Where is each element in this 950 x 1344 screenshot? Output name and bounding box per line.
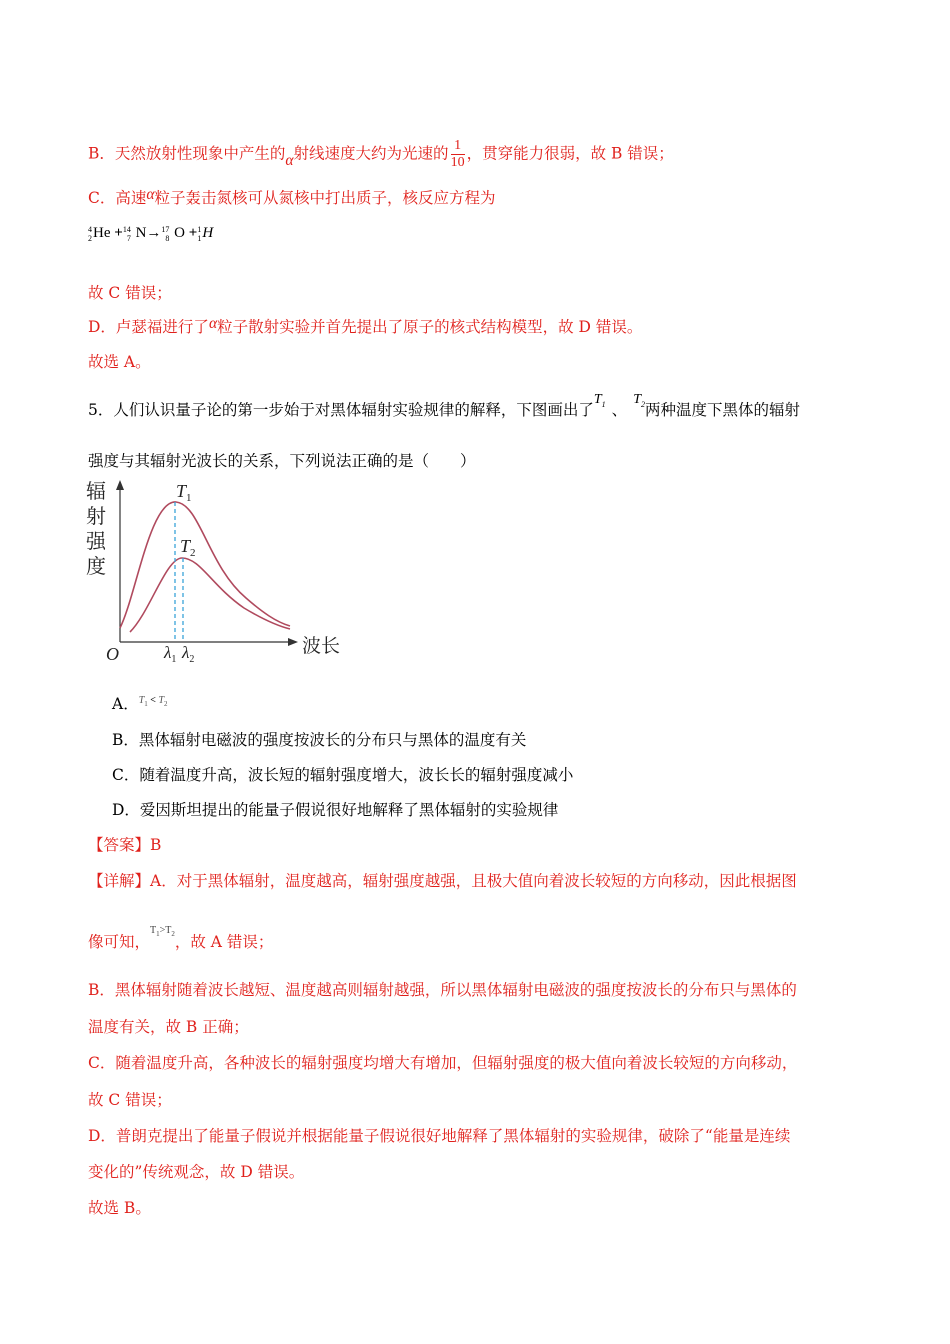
curve-t1-label: $T_1$ bbox=[176, 481, 192, 504]
question-stem: 5．人们认识量子论的第一步始于对黑体辐射实验规律的解释，下图画出了$T_1$ 、$T_2$两种温度下黑体的辐射 bbox=[88, 392, 800, 419]
y-label-char-2: 射 bbox=[86, 506, 106, 528]
explanation-c-conclusion: 故 C 错误； bbox=[88, 284, 172, 302]
curve-t2 bbox=[130, 558, 290, 632]
option-c: C．随着温度升高，波长短的辐射强度增大，波长长的辐射强度减小 bbox=[112, 766, 574, 784]
alpha-symbol: α bbox=[146, 186, 155, 203]
detail-choose: 故选 B。 bbox=[88, 1199, 151, 1217]
y-label-char-4: 度 bbox=[86, 556, 106, 578]
nuclear-equation: 4 2 He + 14 7 N→ 17 8 O + 1 1 H bbox=[88, 224, 214, 243]
detail-d-line1: D．普朗克提出了能量子假说并根据能量子假说很好地解释了黑体辐射的实验规律，破除了“能量是连续 bbox=[88, 1127, 791, 1145]
fraction: $\frac{1}{10}$ bbox=[450, 138, 465, 170]
explanation-b: B．天然放射性现象中产生的α射线速度大约为光速的 $\frac{1}{10}$ ，贯穿能力很弱，故 B 错误； bbox=[88, 138, 674, 170]
alpha-symbol: α bbox=[285, 151, 294, 169]
detail-a-line2: 像可知，$^{T_1>T_2}$，故 A 错误； bbox=[88, 925, 274, 951]
option-a: A．$^{T_1 < T_2}$ bbox=[112, 695, 168, 713]
y-label-char-3: 强 bbox=[86, 531, 106, 553]
option-d: D．爱因斯坦提出的能量子假说很好地解释了黑体辐射的实验规律 bbox=[112, 801, 559, 819]
explanation-d: D．卢瑟福进行了α粒子散射实验并首先提出了原子的核式结构模型，故 D 错误。 bbox=[88, 315, 643, 336]
explanation-c: C．高速α粒子轰击氮核可从氮核中打出质子，核反应方程为 bbox=[88, 186, 496, 207]
alpha-symbol: α bbox=[208, 315, 218, 332]
y-axis-arrow bbox=[116, 480, 124, 490]
curve-t2-label: $T_2$ bbox=[180, 536, 196, 559]
detail-d-line2: 变化的”传统观念，故 D 错误。 bbox=[88, 1163, 305, 1181]
x-axis-arrow bbox=[288, 638, 298, 646]
y-label-char-1: 辐 bbox=[86, 481, 106, 503]
question-stem-line2: 强度与其辐射光波长的关系，下列说法正确的是（ ） bbox=[88, 452, 476, 470]
detail-c-line1: C．随着温度升高，各种波长的辐射强度均增大有增加，但辐射强度的极大值向着波长较短的方向移动， bbox=[88, 1054, 798, 1072]
lambda1-label: $\lambda_1$ bbox=[164, 643, 177, 665]
lambda2-label: $\lambda_2$ bbox=[182, 643, 195, 665]
detail-a-line1: 【详解】A．对于黑体辐射，温度越高，辐射强度越强，且极大值向着波长较短的方向移动，因此根据图 bbox=[88, 872, 797, 890]
detail-b-line1: B．黑体辐射随着波长越短、温度越高则辐射越强，所以黑体辐射电磁波的强度按波长的分布只与黑体的 bbox=[88, 981, 797, 999]
option-b: B．黑体辐射电磁波的强度按波长的分布只与黑体的温度有关 bbox=[112, 731, 527, 749]
x-label: 波长 bbox=[302, 636, 341, 657]
blackbody-radiation-chart bbox=[84, 476, 354, 672]
answer-label: 【答案】B bbox=[88, 836, 162, 854]
detail-b-line2: 温度有关，故 B 正确； bbox=[88, 1018, 249, 1036]
explanation-choose: 故选 A。 bbox=[88, 353, 151, 371]
detail-c-line2: 故 C 错误； bbox=[88, 1091, 172, 1109]
origin-label: O bbox=[106, 644, 119, 664]
